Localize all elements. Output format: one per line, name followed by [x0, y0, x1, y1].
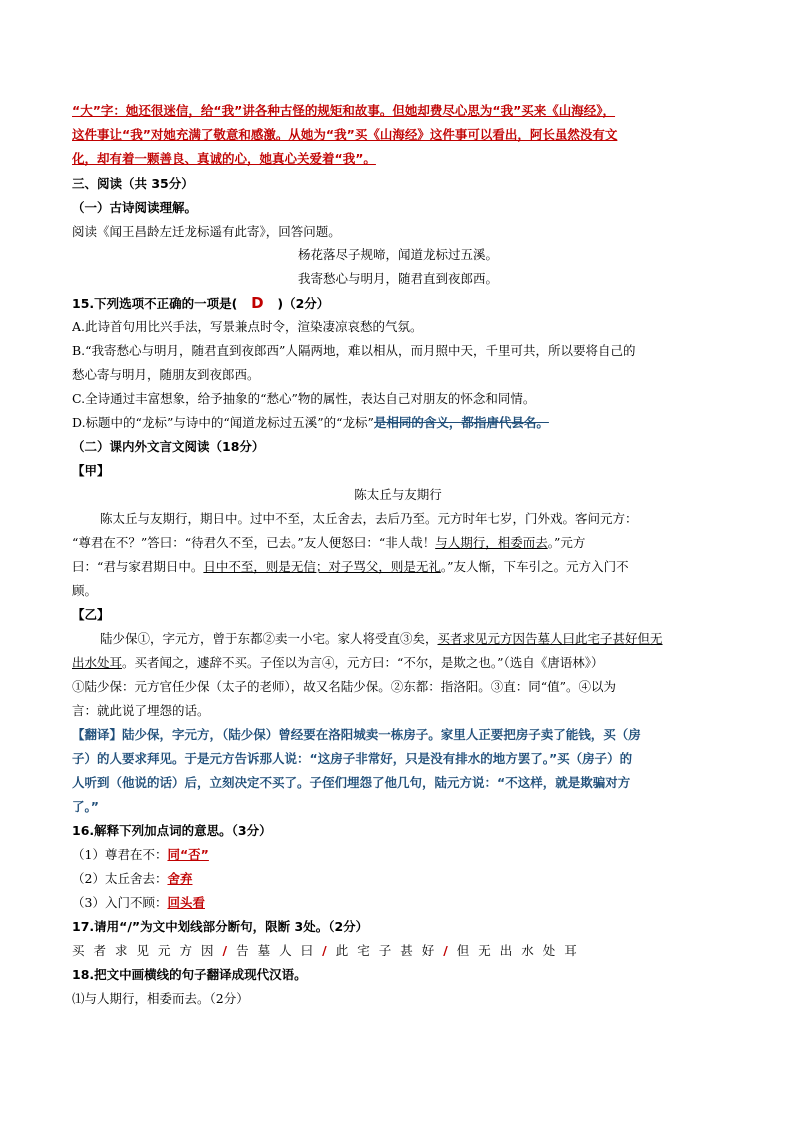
jia-line-4: 顾。 [72, 583, 98, 598]
q16-item-1-answer: 同“否” [167, 847, 209, 862]
yi-line-2 [72, 655, 724, 671]
q15-stem-after: )（2分） [277, 296, 330, 311]
jia-line-2 [72, 535, 724, 551]
jia-underlined-sentence-1: 与人期行，相委而去 [435, 535, 548, 550]
poem-line-2: 我寄愁心与明月，随君直到夜郎西。 [297, 271, 498, 286]
jia-line-3-b: 。”友人惭，下车引之。元方入门不 [440, 559, 629, 574]
q17-segment-4: 但无出水处耳 [456, 943, 586, 958]
translation-line-3: 人听到（他说的话）后，立刻决定不买了。子侄们埋怨了他几句，陆元方说：“不这样，就是欺骗对方 [72, 775, 631, 790]
translation-line-2: 子）的人要求拜见。于是元方告诉那人说：“这房子非常好，只是没有排水的地方罢了。”买（房子）的 [72, 751, 633, 766]
q16-item-2-question: （2）太丘舍去： [72, 871, 168, 886]
translation-line-1 [72, 727, 724, 743]
part1-title: （一）古诗阅读理解。 [72, 200, 198, 215]
q15-option-b-line-2: 愁心寄与明月，随朋友到夜郎西。 [72, 367, 260, 382]
q17-slash-1: / [222, 943, 237, 958]
yi-underlined-part-1: 买者求见元方因告墓人曰此宅子甚好但无 [437, 631, 663, 646]
q16-item-1-question: （1）尊君在不： [72, 847, 168, 862]
q18-item-1: ⑴与人期行，相委而去。（2分） [72, 991, 249, 1006]
q16-title: 16.解释下列加点词的意思。（3分） [72, 823, 272, 838]
q18-title: 18.把文中画横线的句子翻译成现代汉语。 [72, 967, 307, 982]
q15-option-d [72, 415, 724, 431]
q15-answer: D [251, 295, 264, 312]
section-title: 三、阅读（共 35分） [72, 176, 194, 191]
q17-segment-1: 买者求见元方因 [72, 943, 223, 958]
jia-underlined-sentence-2: 日中不至，则是无信；对子骂父，则是无礼 [203, 559, 441, 574]
intro-line-1: “大”字：她还很迷信，给“我”讲各种古怪的规矩和故事。但她却费尽心思为“我”买来《山海经》， [72, 103, 616, 118]
translation-text-1: 陆少保，字元方，（陆少保）曾经要在洛阳城卖一栋房子。家里人正要把房子卖了能钱，买（房 [122, 727, 641, 742]
q15-option-c: C.全诗通过丰富想象，给予抽象的“愁心”物的属性，表达自己对朋友的怀念和同情。 [72, 391, 536, 406]
jia-line-3-a: 曰：“君与家君期日中。 [72, 559, 204, 574]
q17-slash-3: / [443, 943, 457, 958]
q15-option-d-struck: 是相同的含义，都指唐代县名。 [373, 415, 549, 430]
q16-item-2-answer: 舍弃 [167, 871, 193, 886]
q15-option-b-line-1: B.“我寄愁心与明月，随君直到夜郎西”人隔两地，难以相从，而月照中天，千里可共，所以要将自己的 [72, 343, 636, 358]
yi-line-1-a: 陆少保①，字元方，曾于东都②卖一小宅。家人将受直③矣， [100, 631, 438, 646]
jia-label: 【甲】 [72, 463, 110, 478]
intro-line-3: 化，却有着一颗善良、真诚的心，她真心关爱着“我”。 [72, 151, 376, 166]
jia-line-2-b: 。”元方 [547, 535, 586, 550]
q17-segment-2: 告墓人曰 [236, 943, 323, 958]
q15-option-a: A.此诗首句用比兴手法，写景兼点时令，渲染凄凉哀愁的气氛。 [72, 319, 423, 334]
q16-item-3 [72, 895, 724, 911]
jia-line-1: 陈太丘与友期行，期日中。过中不至，太丘舍去，去后乃至。元方时年七岁，门外戏。客问元方： [100, 511, 638, 526]
q16-item-2 [72, 871, 724, 887]
q17-slash-2: / [322, 943, 336, 958]
q15-stem [72, 295, 724, 312]
q15-option-d-text: D.标题中的“龙标”与诗中的“闻道龙标过五溪”的“龙标” [72, 415, 374, 430]
translation-label: 【翻译】 [72, 727, 123, 742]
part2-title: （二）课内外文言文阅读（18分） [72, 439, 265, 454]
poem-line-1: 杨花落尽子规啼，闻道龙标过五溪。 [297, 247, 498, 262]
q17-title: 17.请用“/”为文中划线部分断句，限断 3处。（2分） [72, 919, 369, 934]
yi-notes-line-2: 言：就此说了埋怨的话。 [72, 703, 210, 718]
jia-title: 陈太丘与友期行 [354, 487, 442, 502]
yi-notes-line-1: ①陆少保：元方官任少保（太子的老师），故又名陆少保。②东都：指洛阳。③直：同“值”。④以为 [72, 679, 617, 694]
q16-item-3-question: （3）入门不顾： [72, 895, 168, 910]
poem-instruction: 阅读《闻王昌龄左迁龙标遥有此寄》，回答问题。 [72, 224, 341, 239]
jia-line-3 [72, 559, 724, 575]
q17-segment-3: 此宅子甚好 [335, 943, 444, 958]
yi-underlined-part-2: 出水处耳 [72, 655, 123, 670]
q16-item-1 [72, 847, 724, 863]
yi-label: 【乙】 [72, 607, 110, 622]
translation-line-4: 了。” [72, 799, 99, 814]
q15-stem-before: 15.下列选项不正确的一项是( [72, 296, 238, 311]
yi-line-1 [100, 631, 724, 647]
q17-answer-line [72, 943, 724, 959]
yi-line-2-b: 。买者闻之，遽辞不买。子侄以为言④，元方曰：“不尔，是欺之也。”（选自《唐语林》） [122, 655, 604, 670]
q16-item-3-answer: 回头看 [167, 895, 205, 910]
intro-line-2: 这件事让“我”对她充满了敬意和感激。从她为“我”买《山海经》这件事可以看出，阿长虽然没有文 [72, 127, 618, 142]
jia-line-2-a: “尊君在不？”答曰：“待君久不至，已去。”友人便怒曰：“非人哉！ [72, 535, 436, 550]
